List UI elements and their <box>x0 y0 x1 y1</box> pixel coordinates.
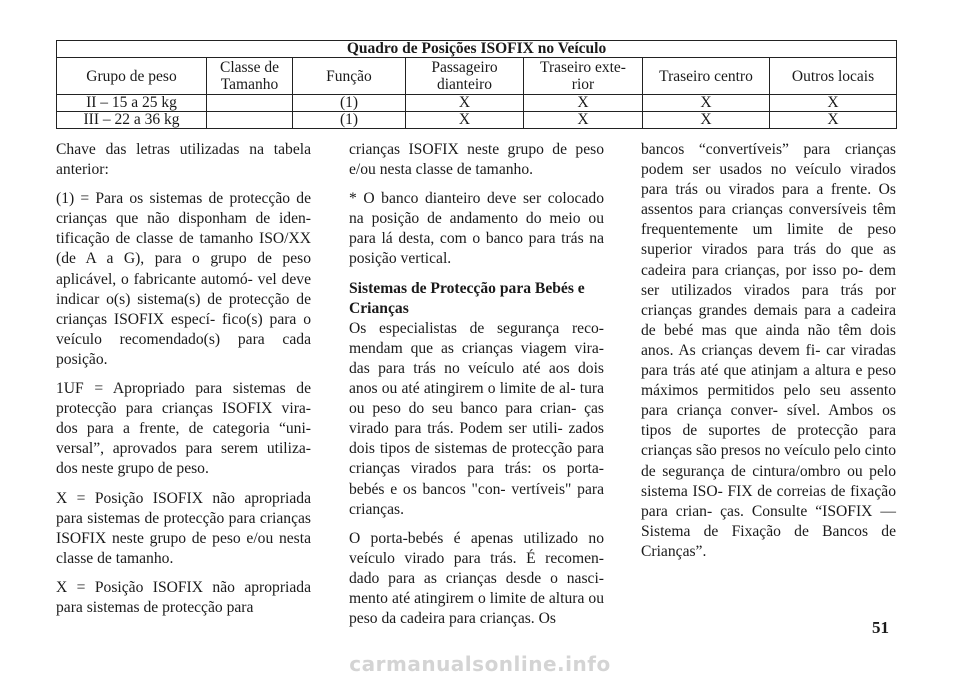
text-column-right <box>641 140 896 571</box>
paragraph: bancos “convertíveis” para crianças podem ser usados no veículo virados para trás ou virados para a frente. Os assentos para crianças conversíveis têm frequentemente um limite de peso superior virados para trás do que as cadeira para crianças, por isso po- dem ser utilizados virados para trás por crianças grandes demais para a cadeira de bebé mas que ainda não têm dois anos. As crianças devem fi- car viradas para trás até que atinjam a altura e peso máximos permitidos pelo seu assento para criança conver- sível. Ambos os tipos de suportes de protecção para crianças são presos no veículo pelo cinto de segurança de cintura/ombro ou pelo sistema ISO- FIX de correias de fixação para crian- ças. Consulte “ISOFIX — Sistema de Fixação de Bancos de Crianças”. <box>641 141 896 560</box>
table-cell <box>207 112 293 129</box>
paragraph: Os especialistas de segurança reco- mendam que as crianças viagem vira- das para trás no veículo até aos dois anos ou até atingirem o limite de al- tura ou peso do seu banco para crian- ças virado para trás. Podem ser utili- zados dois tipos de sistemas de protecção para crianças virados para trás: os porta-bebés e os bancos "con- vertíveis" para crianças. <box>349 319 604 518</box>
table-cell <box>207 95 293 112</box>
table-cell: III – 22 a 36 kg <box>57 112 207 129</box>
isofix-table-container <box>56 40 896 129</box>
table-cell: X <box>524 95 643 112</box>
text-column-left <box>56 140 311 627</box>
table-cell: X <box>770 95 897 112</box>
paragraph: (1) = Para os sistemas de protecção de crianças que não disponham de iden- tificação de classe de tamanho ISO/XX (de A a G), para o grupo de peso aplicável, o fabricante automó- vel deve indicar o(s) sistema(s) de protecção de crianças ISOFIX especí- fico(s) para o veículo recomendado(s) para cada posição. <box>56 190 311 368</box>
paragraph: O porta-bebés é apenas utilizado no veículo virado para trás. É recomen- dado para as crianças desde o nasci- mento até atingirem o limite de altura ou peso da cadeira para crianças. Os <box>349 529 604 628</box>
table-cell: II – 15 a 25 kg <box>57 95 207 112</box>
watermark: carmanualsonline.info <box>349 652 611 676</box>
table-cell: X <box>406 112 524 129</box>
isofix-table <box>56 40 897 129</box>
page-number: 51 <box>872 618 889 637</box>
header-function: Função <box>293 58 406 95</box>
table-cell: X <box>524 112 643 129</box>
paragraph: * O banco dianteiro deve ser colocado na posição de andamento do meio ou para lá desta, com o banco para trás na posição vertical. <box>349 190 604 268</box>
header-other-locations: Outros locais <box>770 58 897 95</box>
table-cell: (1) <box>293 95 406 112</box>
table-row <box>57 112 897 129</box>
table-cell: X <box>406 95 524 112</box>
header-size-class: Classe de Tamanho <box>207 58 293 95</box>
header-weight-group: Grupo de peso <box>57 58 207 95</box>
paragraph: X = Posição ISOFIX não apropriada para sistemas de protecção para <box>56 578 311 616</box>
paragraph: Chave das letras utilizadas na tabela anterior: <box>56 141 311 179</box>
table-cell: X <box>643 112 770 129</box>
paragraph: 1UF = Apropriado para sistemas de protecção para crianças ISOFIX vira- dos para a frente, de categoria “uni- versal”, aprovados para serem utiliza- dos neste grupo de peso. <box>56 380 311 478</box>
table-title: Quadro de Posições ISOFIX no Veículo <box>57 41 897 58</box>
header-rear-outboard: Traseiro exte- rior <box>524 58 643 95</box>
section-heading: Sistemas de Protecção para Bebés e Crianças <box>349 279 585 317</box>
table-header-row <box>57 58 897 95</box>
paragraph: X = Posição ISOFIX não apropriada para sistemas de protecção para crianças ISOFIX neste grupo de peso e/ou nesta classe de tamanho. <box>56 489 311 567</box>
table-cell: X <box>770 112 897 129</box>
header-rear-center: Traseiro centro <box>643 58 770 95</box>
paragraph: crianças ISOFIX neste grupo de peso e/ou nesta classe de tamanho. <box>349 141 604 179</box>
table-row <box>57 95 897 112</box>
table-cell: X <box>643 95 770 112</box>
header-front-passenger: Passageiro dianteiro <box>406 58 524 95</box>
text-column-middle <box>349 140 604 638</box>
table-cell: (1) <box>293 112 406 129</box>
